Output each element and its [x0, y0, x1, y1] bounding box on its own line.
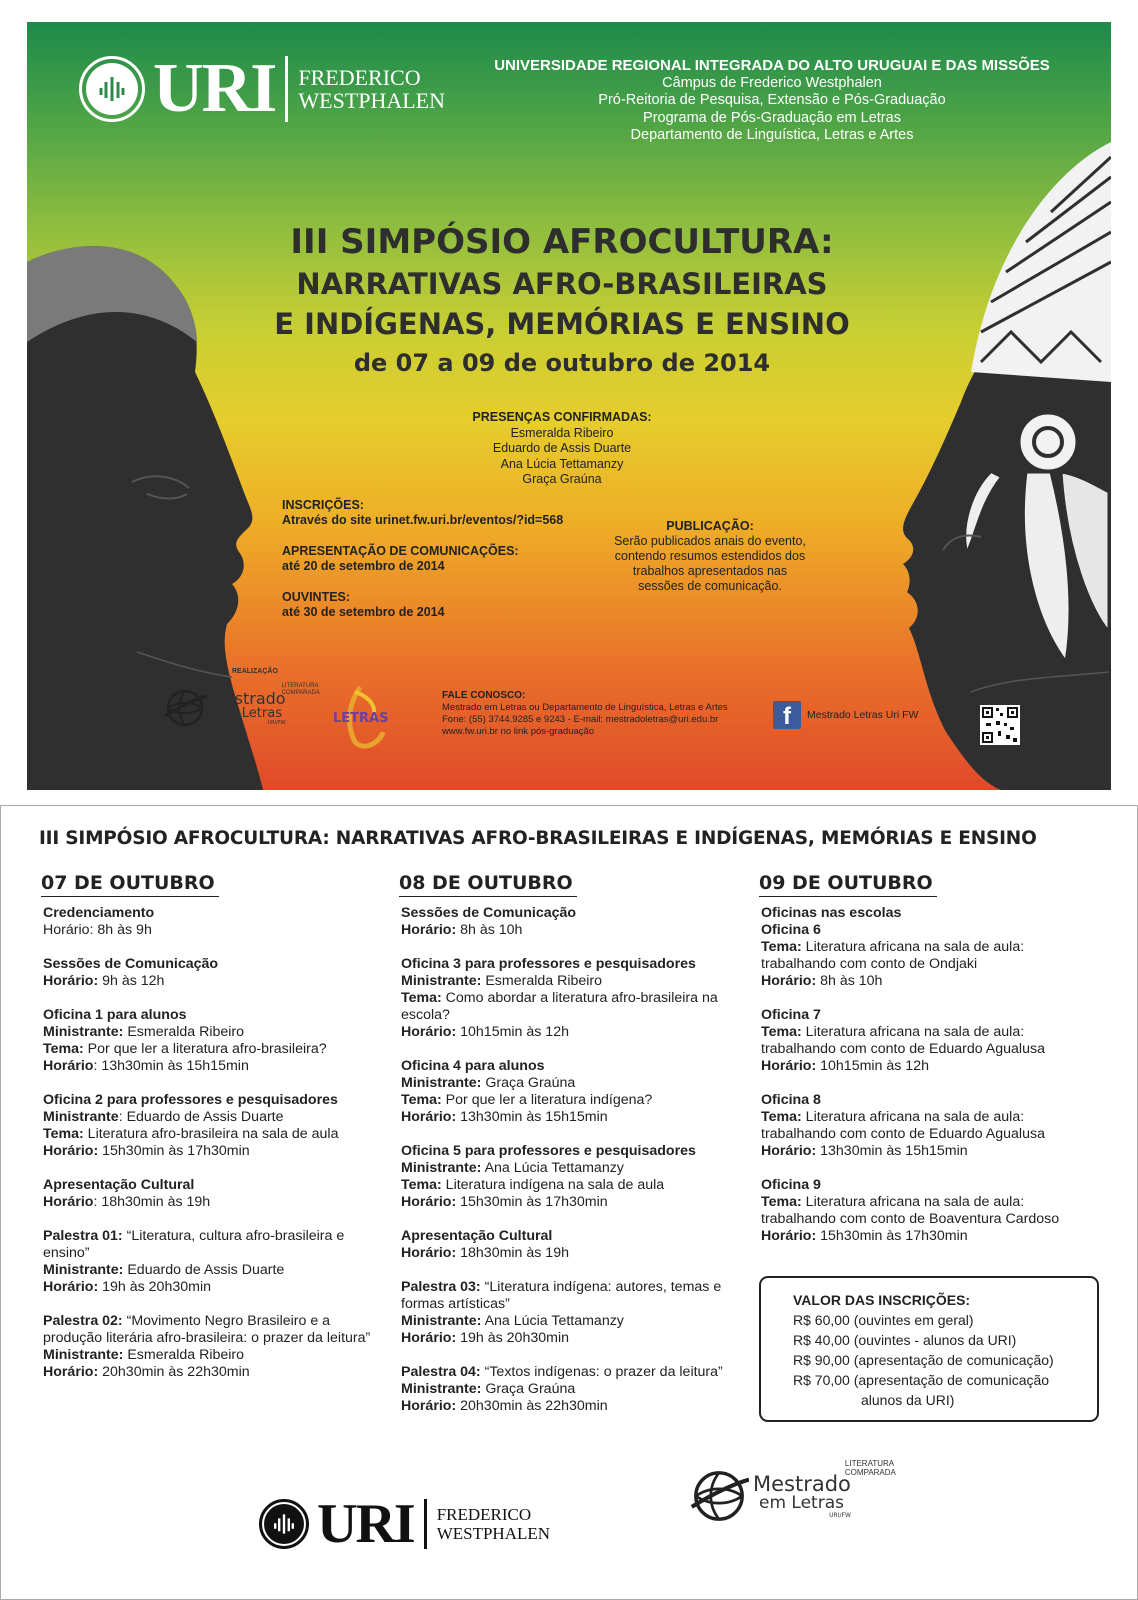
globe-icon	[689, 1466, 749, 1526]
schedule-item: Sessões de Comunicação Horário: 8h às 10h	[401, 905, 577, 938]
contact-phone-email[interactable]: Fone: (55) 3744.9285 e 9243 - E-mail: mestradoletras@uri.edu.br	[442, 714, 719, 725]
day-column-08	[399, 872, 739, 1432]
fee-line: R$ 40,00 (ouvintes - alunos da URI)	[793, 1332, 1017, 1348]
apresentacao-block: APRESENTAÇÃO DE COMUNICAÇÕES: até 20 de setembro de 2014	[282, 544, 519, 573]
uri-wordmark: URI	[153, 50, 276, 127]
schedule-item: Oficina 2 para professores e pesquisadores Ministrante: Eduardo de Assis Duarte Tema: Literatura afro-brasileira na sala de aula Horário: 15h30min às 17h30min	[43, 1092, 339, 1159]
day-heading: 08 DE OUTUBRO	[399, 872, 577, 897]
schedule-item: Oficina 1 para alunos Ministrante: Esmeralda Ribeiro Tema: Por que ler a literatura afro-brasileira? Horário: 13h30min às 15h15min	[43, 1007, 327, 1074]
schedule-item: Oficina 4 para alunos Ministrante: Graça Graúna Tema: Por que ler a literatura indígena? Horário: 13h30min às 15h15min	[401, 1058, 653, 1125]
title-line-1: III SIMPÓSIO AFROCULTURA:	[290, 222, 834, 262]
ouvintes-block: OUVINTES: até 30 de setembro de 2014	[282, 590, 445, 619]
schedule-item: Sessões de Comunicação Horário: 9h às 12h	[43, 956, 219, 989]
contact-info: FALE CONOSCO: Mestrado em Letras ou Departamento de Linguística, Letras e Artes Fone: (55) 3744.9285 e 9243 - E-mail: mestradoletras@uri.edu.br www.fw.uri.br no link pós-graduação	[442, 690, 782, 738]
schedule-item: Oficinas nas escolas Oficina 6 Tema: Literatura africana na sala de aula: trabalhando com conto de Ondjaki Horário: 8h às 10h	[761, 905, 1025, 989]
title-line-3: E INDÍGENAS, MEMÓRIAS E ENSINO	[274, 307, 850, 341]
logo-divider	[285, 56, 288, 122]
schedule-item: Palestra 02: “Movimento Negro Brasileiro e a produção literária afro-brasileira: o prazer da leitura” Ministrante: Esmeralda Ribeiro Horário: 20h30min às 22h30min	[43, 1313, 371, 1380]
day-column-09	[759, 872, 1099, 1262]
registration-link[interactable]: Através do site urinet.fw.uri.br/eventos/?id=568	[282, 513, 564, 527]
confirmed-speakers	[427, 410, 697, 488]
schedule-item: Oficina 5 para professores e pesquisadores Ministrante: Ana Lúcia Tettamanzy Tema: Literatura indígena na sala de aula Horário: 15h30min às 17h30min	[401, 1143, 696, 1210]
footer-uri-logo: URI FREDERICO WESTPHALEN	[259, 1496, 550, 1552]
mestrado-logo: Mestrado em Letras URI/FW LITERATURA COMPARADA	[163, 686, 322, 730]
registration-info	[282, 498, 622, 636]
institution-line: Departamento de Linguística, Letras e Artes	[630, 127, 914, 143]
title-line-2: NARRATIVAS AFRO-BRASILEIRAS	[296, 267, 828, 301]
speakers-heading: PRESENÇAS CONFIRMADAS:	[472, 410, 652, 424]
institution-line: Programa de Pós-Graduação em Letras	[643, 109, 901, 126]
day-heading: 07 DE OUTUBRO	[41, 872, 219, 897]
institution-header	[477, 57, 1067, 145]
schedule-item: Oficina 3 para professores e pesquisadores Ministrante: Esmeralda Ribeiro Tema: Como abordar a literatura afro-brasileira na escola? Horário: 10h15min às 12h	[401, 956, 718, 1040]
facebook-link[interactable]	[773, 701, 918, 729]
schedule-item: Palestra 04: “Textos indígenas: o prazer da leitura” Ministrante: Graça Graúna Horário: 20h30min às 22h30min	[401, 1364, 723, 1414]
campus-name: FREDERICO WESTPHALEN	[298, 65, 446, 113]
publication-info: PUBLICAÇÃO: Serão publicados anais do evento, contendo resumos estendidos dos trabalhos apresentados nas sessões de comunicação.	[614, 519, 806, 593]
fees-heading: VALOR DAS INSCRIÇÕES:	[793, 1292, 971, 1308]
uri-logo	[79, 50, 446, 127]
uri-seal-icon	[259, 1499, 309, 1549]
speaker-name: Graça Graúna	[522, 472, 602, 486]
fee-line: alunos da URI)	[861, 1392, 955, 1408]
right-face-silhouette	[851, 132, 1111, 790]
schedule-title: III SIMPÓSIO AFROCULTURA: NARRATIVAS AFRO-BRASILEIRAS E INDÍGENAS, MEMÓRIAS E ENSINO	[39, 828, 1037, 849]
letras-logo	[325, 682, 395, 752]
institution-line: Câmpus de Frederico Westphalen	[662, 74, 882, 91]
inscricoes-block: INSCRIÇÕES: Através do site urinet.fw.uri.br/eventos/?id=568	[282, 498, 622, 528]
event-title	[242, 220, 882, 380]
registration-fees-box	[759, 1276, 1099, 1422]
day-heading: 09 DE OUTUBRO	[759, 872, 937, 897]
day-column-07	[41, 872, 381, 1398]
event-dates: de 07 a 09 de outubro de 2014	[353, 349, 771, 377]
speaker-name: Esmeralda Ribeiro	[510, 425, 614, 440]
realizacao-label: REALIZAÇÃO	[232, 668, 278, 675]
institution-line: Pró-Reitoria de Pesquisa, Extensão e Pós-Graduação	[598, 92, 946, 108]
speaker-name: Ana Lúcia Tettamanzy	[500, 456, 624, 471]
schedule-item: Oficina 7 Tema: Literatura africana na sala de aula: trabalhando com conto de Eduardo Agualusa Horário: 10h15min às 12h	[761, 1007, 1045, 1074]
schedule-item: Oficina 8 Tema: Literatura africana na sala de aula: trabalhando com conto de Eduardo Agualusa Horário: 13h30min às 15h15min	[761, 1092, 1045, 1159]
schedule-item: Apresentação Cultural Horário: 18h30min às 19h	[43, 1177, 211, 1210]
schedule-item: Palestra 01: “Literatura, cultura afro-brasileira e ensino” Ministrante: Eduardo de Assis Duarte Horário: 19h às 20h30min	[43, 1228, 345, 1295]
speaker-name: Eduardo de Assis Duarte	[492, 441, 632, 455]
event-poster	[27, 22, 1111, 790]
schedule-item: Apresentação Cultural Horário: 18h30min às 19h	[401, 1228, 569, 1261]
schedule-item: Oficina 9 Tema: Literatura africana na sala de aula: trabalhando com conto de Boaventura Cardoso Horário: 15h30min às 17h30min	[761, 1177, 1060, 1244]
fee-line: R$ 60,00 (ouvintes em geral)	[793, 1312, 974, 1328]
schedule-sheet	[0, 805, 1138, 1600]
contact-website[interactable]: www.fw.uri.br no link pós-graduação	[442, 726, 595, 737]
globe-icon	[163, 686, 207, 730]
university-name: UNIVERSIDADE REGIONAL INTEGRADA DO ALTO URUGUAI E DAS MISSÕES	[494, 57, 1050, 74]
footer-mestrado-logo: Mestrado em Letras URI/FW LITERATURA COMPARADA	[689, 1466, 897, 1526]
schedule-item: Credenciamento Horário: 8h às 9h	[43, 905, 155, 938]
svg-text:LETRAS: LETRAS	[333, 711, 389, 726]
fee-line: R$ 90,00 (apresentação de comunicação)	[793, 1352, 1054, 1368]
facebook-label: Mestrado Letras Uri FW	[807, 709, 919, 721]
fee-line: R$ 70,00 (apresentação de comunicação	[793, 1372, 1050, 1388]
uri-seal-icon	[79, 56, 145, 122]
facebook-icon: f	[773, 701, 801, 729]
schedule-item: Palestra 03: “Literatura indígena: autores, temas e formas artísticas” Ministrante: Ana Lúcia Tettamanzy Horário: 19h às 20h30min	[401, 1279, 722, 1346]
qr-code-icon	[980, 705, 1020, 745]
